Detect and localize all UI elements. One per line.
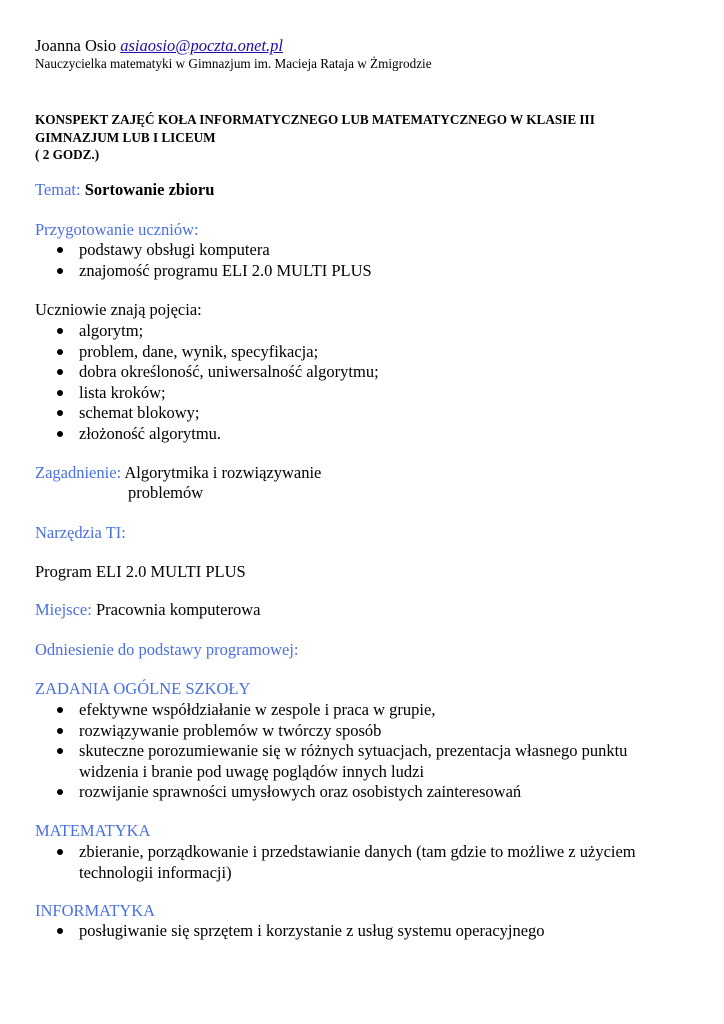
preparation-list <box>35 240 372 281</box>
bullet-icon <box>57 349 63 355</box>
topic-line <box>35 180 214 200</box>
concepts-list <box>35 321 379 444</box>
bullet-icon <box>57 928 63 934</box>
place-value: Pracownia komputerowa <box>95 600 261 619</box>
it-list <box>35 921 545 942</box>
author-email-link[interactable]: asiaosio@poczta.onet.pl <box>120 36 284 55</box>
bullet-icon <box>57 410 63 416</box>
list-item: rozwiązywanie problemów w twórczy sposób <box>35 721 627 742</box>
issue-value-continued: problemów <box>128 483 204 502</box>
issue-value: Algorytmika i rozwiązywanie <box>124 463 322 482</box>
list-item: znajomość programu ELI 2.0 MULTI PLUS <box>35 261 372 282</box>
list-item: dobra określoność, uniwersalność algorytmu; <box>35 362 379 383</box>
math-list <box>35 842 636 883</box>
bullet-icon <box>57 748 63 754</box>
list-item: podstawy obsługi komputera <box>35 240 372 261</box>
concepts-heading: Uczniowie znają pojęcia: <box>35 300 202 319</box>
bullet-icon <box>57 268 63 274</box>
list-item: posługiwanie się sprzętem i korzystanie z usług systemu operacyjnego <box>35 921 545 942</box>
header-line-1: KONSPEKT ZAJĘĆ KOŁA INFORMATYCZNEGO LUB MATEMATYCZNEGO W KLASIE III <box>35 112 595 127</box>
bullet-icon <box>57 707 63 713</box>
list-item: rozwijanie sprawności umysłowych oraz osobistych zainteresowań <box>35 782 627 803</box>
bullet-icon <box>57 390 63 396</box>
bullet-icon <box>57 728 63 734</box>
issue-label: Zagadnienie: <box>35 463 122 482</box>
list-item: problem, dane, wynik, specyfikacja; <box>35 342 379 363</box>
bullet-icon <box>57 849 63 855</box>
list-item: schemat blokowy; <box>35 403 379 424</box>
header-line-2: GIMNAZJUM LUB I LICEUM <box>35 129 216 145</box>
list-item: algorytm; <box>35 321 379 342</box>
preparation-heading: Przygotowanie uczniów: <box>35 220 199 239</box>
list-item: skuteczne porozumiewanie się w różnych sytuacjach, prezentacja własnego punktu widzenia i branie pod uwagę poglądów innych ludzi <box>35 741 627 782</box>
tools-value: Program ELI 2.0 MULTI PLUS <box>35 562 246 581</box>
list-item: lista kroków; <box>35 383 379 404</box>
author-affiliation: Nauczycielka matematyki w Gimnazjum im. Macieja Rataja w Żmigrodzie <box>35 56 432 71</box>
topic-value: Sortowanie zbioru <box>84 180 215 199</box>
topic-label: Temat: <box>35 180 81 199</box>
header-line-3: ( 2 GODZ.) <box>35 147 100 162</box>
math-heading: MATEMATYKA <box>35 821 151 840</box>
bullet-icon <box>57 431 63 437</box>
place-label: Miejsce: <box>35 600 92 619</box>
document-header <box>35 111 595 164</box>
list-item: złożoność algorytmu. <box>35 424 379 445</box>
bullet-icon <box>57 247 63 253</box>
bullet-icon <box>57 789 63 795</box>
list-item: efektywne współdziałanie w zespole i praca w grupie, <box>35 700 627 721</box>
curriculum-heading: Odniesienie do podstawy programowej: <box>35 640 299 659</box>
tools-heading: Narzędzia TI: <box>35 523 126 542</box>
school-tasks-heading: ZADANIA OGÓLNE SZKOŁY <box>35 679 251 698</box>
bullet-icon <box>57 369 63 375</box>
list-item: zbieranie, porządkowanie i przedstawianie danych (tam gdzie to możliwe z użyciem technologii informacji) <box>35 842 636 883</box>
it-heading: INFORMATYKA <box>35 901 156 920</box>
author-name: Joanna Osio <box>35 36 117 55</box>
place-line <box>35 600 260 620</box>
issue-line <box>35 463 321 483</box>
bullet-icon <box>57 328 63 334</box>
author-line <box>35 36 283 56</box>
school-tasks-list <box>35 700 627 803</box>
